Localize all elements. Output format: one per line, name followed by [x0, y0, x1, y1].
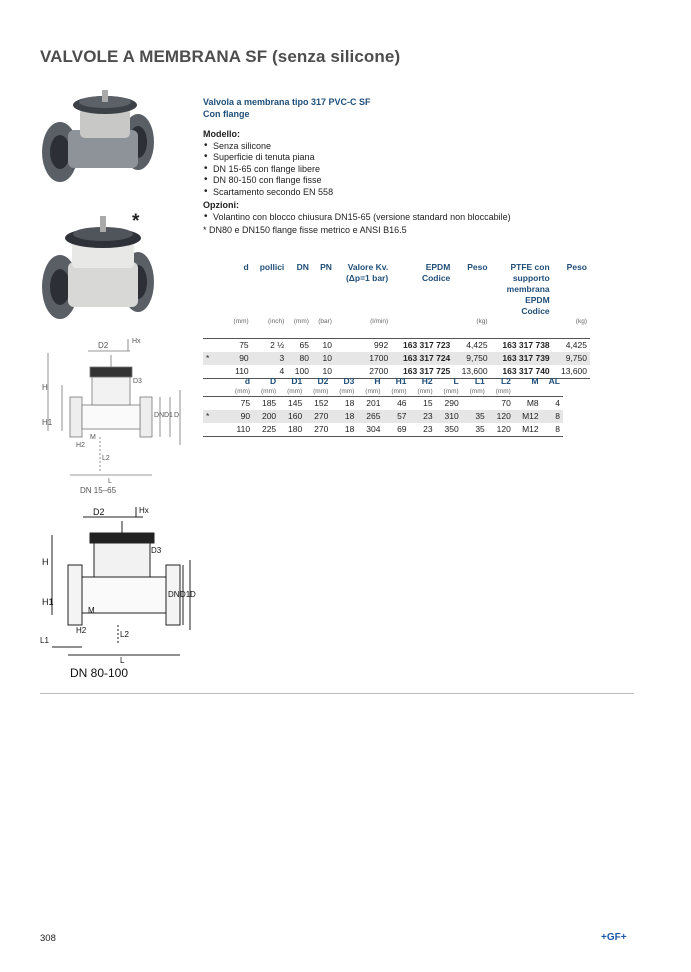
table-row — [203, 423, 563, 437]
column-header: pollici — [259, 262, 285, 272]
technical-drawing-dn80-100 — [38, 505, 198, 665]
d2-label-d3: D3 — [151, 546, 162, 555]
table-row — [203, 352, 590, 365]
table-cell: 65 — [287, 338, 312, 352]
unit-cell: (mm) — [365, 388, 381, 395]
unit-cell: (kg) — [476, 318, 488, 325]
unit-cell: (mm) — [443, 388, 459, 395]
table-cell: 4 — [542, 397, 563, 411]
unit-cell: (mm) — [339, 388, 355, 395]
table-cell: 8 — [542, 410, 563, 423]
d1-label-h: H — [42, 383, 48, 392]
table-cell: 350 — [436, 423, 462, 437]
table-cell: M12 — [514, 410, 542, 423]
product-description — [203, 97, 593, 237]
unit-cell: (mm) — [469, 388, 485, 395]
table-cell: 18 — [331, 397, 357, 411]
table-cell: 69 — [383, 423, 409, 437]
table-cell: 13,600 — [553, 365, 590, 379]
table-cell: 4,425 — [553, 338, 590, 352]
d1-label-hx: Hx — [132, 338, 141, 345]
table-cell: 2700 — [335, 365, 391, 379]
table-cell: M8 — [514, 397, 542, 411]
column-header: d — [243, 262, 249, 272]
row-marker: * — [203, 352, 227, 365]
d2-label-l2: L2 — [120, 630, 129, 639]
unit-cell: (mm) — [495, 388, 511, 395]
table-cell: 70 — [488, 397, 514, 411]
table-cell: 90 — [227, 352, 252, 365]
column-header: H — [374, 376, 381, 386]
table-cell: 23 — [410, 423, 436, 437]
spec-table-codes — [203, 262, 590, 379]
drawing1-caption: DN 15–65 — [80, 486, 117, 495]
table-cell: 992 — [335, 338, 391, 352]
table-cell: 9,750 — [553, 352, 590, 365]
table-cell: 152 — [305, 397, 331, 411]
table-cell: 270 — [305, 423, 331, 437]
table-cell: 160 — [279, 410, 305, 423]
d1-label-l2: L2 — [102, 455, 110, 462]
d2-label-hx: Hx — [139, 506, 149, 515]
list-item: • Superficie di tenuta piana — [203, 152, 593, 164]
list-item: • Scartamento secondo EN 558 — [203, 187, 593, 199]
table-cell: 163 317 740 — [491, 365, 553, 379]
spec-table-dimensions — [203, 376, 563, 437]
column-header — [203, 376, 227, 387]
d1-label-m: M — [90, 434, 96, 441]
unit-cell: (l/min) — [370, 318, 389, 325]
d2-label-h1: H1 — [42, 597, 54, 607]
table-cell: 8 — [542, 423, 563, 437]
column-header: H1 — [395, 376, 407, 386]
d1-label-h2: H2 — [76, 442, 85, 449]
table-cell: 4,425 — [453, 338, 490, 352]
table-cell: 9,750 — [453, 352, 490, 365]
table-row — [203, 410, 563, 423]
d1-label-d1: D1 — [164, 412, 173, 419]
unit-cell: (mm) — [313, 388, 329, 395]
table-cell: 15 — [410, 397, 436, 411]
table-cell: 225 — [253, 423, 279, 437]
d2-label-m: M — [88, 606, 95, 615]
model-list — [203, 141, 593, 199]
options-list — [203, 212, 593, 224]
column-header: AL — [548, 376, 560, 386]
list-item: • DN 80-150 con flange fisse — [203, 175, 593, 187]
column-header: D1 — [291, 376, 303, 386]
table-cell: 1700 — [335, 352, 391, 365]
footnote: * DN80 e DN150 flange fisse metrico e ANSI B16.5 — [203, 225, 407, 235]
unit-cell: (mm) — [391, 388, 407, 395]
unit-cell: (mm) — [234, 388, 251, 395]
divider — [40, 693, 634, 694]
table-cell: 18 — [331, 410, 357, 423]
d1-label-d2: D2 — [98, 341, 109, 350]
table-cell: 4 — [252, 365, 288, 379]
d2-label-d2: D2 — [93, 507, 105, 517]
table-units-row — [203, 317, 590, 326]
table-cell: 290 — [436, 397, 462, 411]
table-cell: 120 — [488, 423, 514, 437]
row-marker: * — [203, 410, 227, 423]
column-header: L1 — [474, 376, 485, 386]
d2-label-dn: DN — [168, 590, 180, 599]
column-header: DN — [296, 262, 309, 272]
table-cell: 201 — [357, 397, 383, 411]
table-cell: 35 — [462, 423, 488, 437]
unit-cell: (bar) — [318, 318, 332, 325]
page-number: 308 — [40, 933, 56, 944]
d1-label-d: D — [174, 412, 180, 419]
model-heading: Modello: — [203, 129, 240, 139]
brand-logo: +GF+ — [601, 932, 627, 943]
unit-cell — [391, 317, 453, 326]
column-header: Valore Kv. (Δp=1 bar) — [345, 262, 389, 283]
table-cell: 10 — [312, 338, 335, 352]
table-cell: 80 — [287, 352, 312, 365]
table-cell: 163 317 723 — [391, 338, 453, 352]
unit-cell: (mm) — [417, 388, 433, 395]
column-header: D — [270, 376, 277, 386]
d2-label-h: H — [42, 557, 49, 567]
table-cell: 163 317 739 — [491, 352, 553, 365]
table-cell: 57 — [383, 410, 409, 423]
product-name: Valvola a membrana tipo 317 PVC-C SF — [203, 97, 371, 107]
table-cell: 3 — [252, 352, 288, 365]
table-cell: 310 — [436, 410, 462, 423]
drawing2-caption: DN 80-100 — [70, 666, 129, 680]
table-cell: 145 — [279, 397, 305, 411]
table-cell: 35 — [462, 410, 488, 423]
options-heading: Opzioni: — [203, 200, 239, 210]
table-cell: 23 — [410, 410, 436, 423]
table-cell: 46 — [383, 397, 409, 411]
unit-cell: (mm) — [293, 318, 309, 325]
table-row — [203, 338, 590, 352]
table-cell: 90 — [227, 410, 253, 423]
column-header — [203, 262, 227, 317]
table-cell: 304 — [357, 423, 383, 437]
d1-label-h1: H1 — [42, 418, 53, 427]
row-marker — [203, 338, 227, 352]
d1-label-l: L — [108, 478, 112, 485]
list-item: • Senza silicone — [203, 141, 593, 153]
technical-drawing-dn15-65 — [40, 335, 190, 485]
unit-cell — [491, 317, 553, 326]
table-cell: 185 — [253, 397, 279, 411]
d2-label-d: D — [190, 590, 196, 599]
column-header: L2 — [500, 376, 511, 386]
column-header: PTFE con supporto membrana EPDM Codice — [506, 262, 550, 316]
table-cell: 120 — [488, 410, 514, 423]
unit-cell: (mm) — [233, 318, 249, 325]
unit-cell: (kg) — [575, 318, 587, 325]
column-header: Peso — [467, 262, 488, 272]
column-header: d — [244, 376, 251, 386]
unit-cell — [542, 387, 563, 397]
table-cell: 100 — [287, 365, 312, 379]
table-cell: 18 — [331, 423, 357, 437]
list-item: • Volantino con blocco chiusura DN15-65 (versione standard non bloccabile) — [203, 212, 593, 224]
column-header: D3 — [343, 376, 355, 386]
table-cell: 180 — [279, 423, 305, 437]
column-header: Peso — [566, 262, 587, 272]
d2-label-l: L — [120, 656, 125, 665]
d2-label-h2: H2 — [76, 626, 87, 635]
list-item: • DN 15-65 con flange libere — [203, 164, 593, 176]
unit-cell — [203, 387, 227, 397]
unit-cell: (mm) — [260, 388, 277, 395]
table-cell — [462, 397, 488, 411]
table-units-row — [203, 387, 563, 397]
table-cell: 75 — [227, 397, 253, 411]
table-cell: 163 317 724 — [391, 352, 453, 365]
table-header-row — [203, 262, 590, 317]
column-header: H2 — [421, 376, 433, 386]
table-cell: 2 ½ — [252, 338, 288, 352]
column-header: EPDM Codice — [421, 262, 451, 283]
column-header: PN — [320, 262, 332, 272]
d1-label-d3: D3 — [133, 378, 142, 385]
d2-label-d1: D1 — [180, 590, 191, 599]
table-cell: 200 — [253, 410, 279, 423]
table-cell: 163 317 738 — [491, 338, 553, 352]
valve-photo-top — [40, 90, 155, 195]
d2-label-l1: L1 — [40, 636, 49, 645]
page-title: VALVOLE A MEMBRANA SF (senza silicone) — [40, 47, 401, 66]
table-cell: 110 — [227, 365, 252, 379]
column-header: M — [531, 376, 539, 386]
column-header: L — [453, 376, 459, 386]
row-marker — [203, 397, 227, 411]
photo-asterisk: * — [132, 211, 140, 232]
table-cell: 265 — [357, 410, 383, 423]
table-cell: 110 — [227, 423, 253, 437]
table-cell: 10 — [312, 352, 335, 365]
product-subname: Con flange — [203, 108, 250, 119]
unit-cell: (mm) — [287, 388, 303, 395]
table-row — [203, 397, 563, 411]
table-cell: 270 — [305, 410, 331, 423]
table-header-row — [203, 376, 563, 387]
table-cell: M12 — [514, 423, 542, 437]
table-cell: 163 317 725 — [391, 365, 453, 379]
row-marker — [203, 423, 227, 437]
unit-cell — [514, 387, 542, 397]
table-cell: 10 — [312, 365, 335, 379]
unit-cell — [203, 317, 227, 326]
unit-cell: (inch) — [268, 318, 285, 325]
d1-label-dn: DN — [154, 412, 165, 419]
table-cell: 13,600 — [453, 365, 490, 379]
table-cell: 75 — [227, 338, 252, 352]
column-header: D2 — [317, 376, 329, 386]
